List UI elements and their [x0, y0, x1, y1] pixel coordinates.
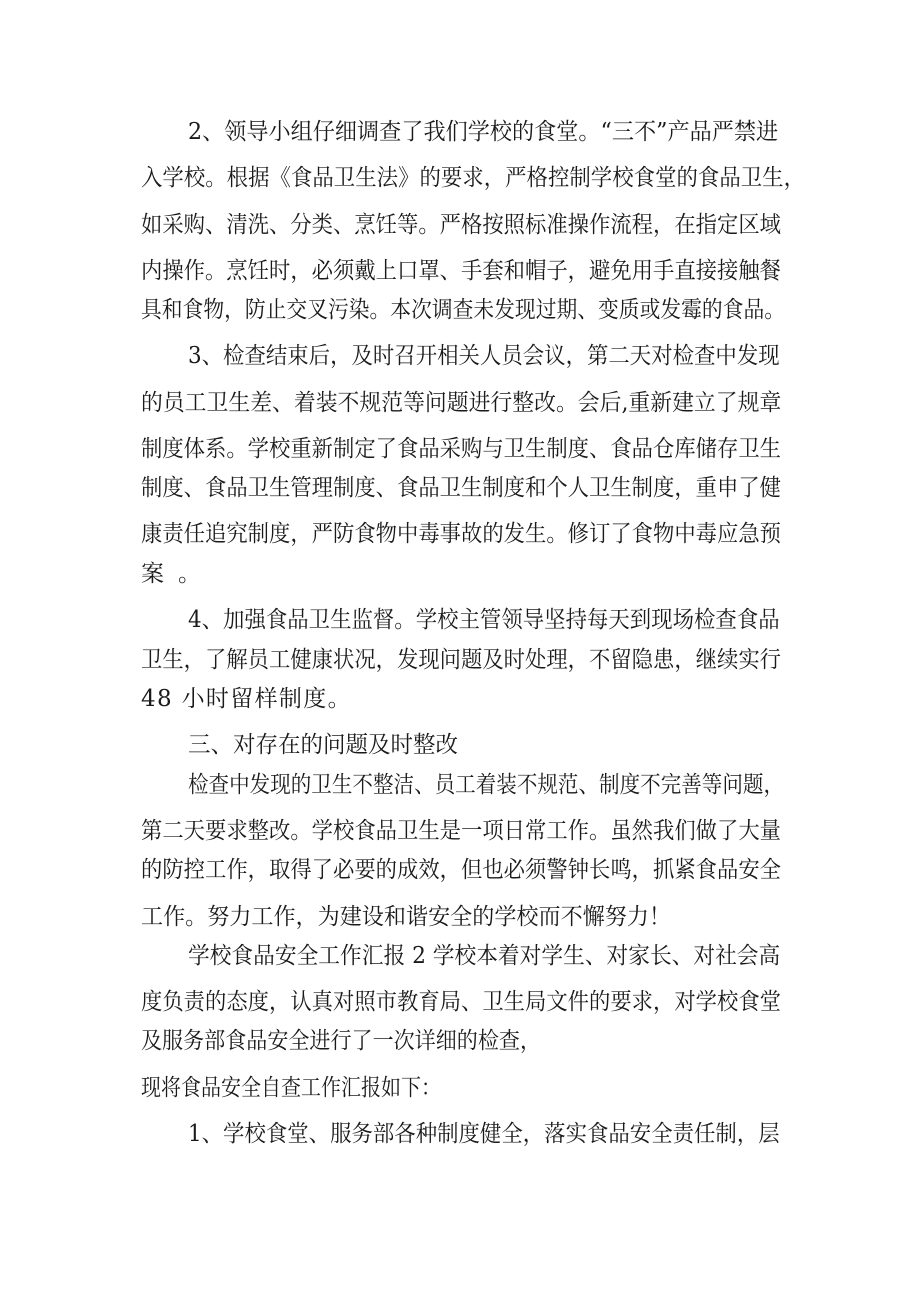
report-2-line-2: 度负责的态度，认真对照市教育局、卫生局文件的要求，对学校食堂	[141, 989, 781, 1015]
paragraph-4-line-3: 48 小时留样制度。	[141, 686, 352, 712]
paragraph-3-line-6: 案。	[141, 561, 215, 587]
paragraph-2-line-1: 2、领导小组仔细调查了我们学校的食堂。“三不”产品严禁进	[188, 119, 779, 145]
paragraph-5-line-4: 工作。努力工作，为建设和谐安全的学校而不懈努力！	[141, 904, 671, 930]
paragraph-3-line-1: 3、检查结束后，及时召开相关人员会议，第二天对检查中发现	[188, 343, 780, 369]
paragraph-2-line-4: 内操作。烹饪时，必须戴上口罩、手套和帽子，避免用手直接接触餐	[141, 258, 781, 284]
report-2-line-1: 学校食品安全工作汇报 2 学校本着对学生、对家长、对社会高	[188, 943, 781, 969]
paragraph-4-line-1: 4、加强食品卫生监督。学校主管领导坚持每天到现场检查食品	[188, 607, 780, 633]
paragraph-3-line-3: 制度体系。学校重新制定了食品采购与卫生制度、食品仓库储存卫生	[141, 436, 781, 462]
report-2-line-4: 现将食品安全自查工作汇报如下：	[141, 1075, 441, 1101]
paragraph-2-line-5: 具和食物，防止交叉污染。本次调查未发现过期、变质或发霉的食品。	[141, 297, 785, 323]
paragraph-4-line-2: 卫生，了解员工健康状况，发现问题及时处理，不留隐患，继续实行	[141, 647, 781, 673]
report-2-item-1-line-1: 1、学校食堂、服务部各种制度健全，落实食品安全责任制，层	[188, 1121, 780, 1147]
paragraph-3-line-2: 的员工卫生差、着装不规范等问题进行整改。会后,重新建立了规章	[141, 390, 782, 416]
paragraph-5-line-2: 第二天要求整改。学校食品卫生是一项日常工作。虽然我们做了大量	[141, 818, 781, 844]
report-2-line-3: 及服务部食品安全进行了一次详细的检查，	[141, 1028, 541, 1054]
paragraph-2-line-3: 如采购、清洗、分类、烹饪等。严格按照标准操作流程，在指定区域	[141, 212, 781, 238]
paragraph-3-line-5: 康责任追究制度，严防食物中毒事故的发生。修订了食物中毒应急预	[141, 521, 781, 547]
section-3-heading: 三、对存在的问题及时整改	[188, 732, 458, 758]
paragraph-5-line-1: 检查中发现的卫生不整洁、员工着装不规范、制度不完善等问题，	[188, 772, 784, 798]
paragraph-3-line-4: 制度、食品卫生管理制度、食品卫生制度和个人卫生制度，重申了健	[141, 475, 781, 501]
paragraph-5-line-3: 的防控工作，取得了必要的成效，但也必须警钟长鸣，抓紧食品安全	[141, 857, 781, 883]
paragraph-2-line-2: 入学校。根据《食品卫生法》的要求，严格控制学校食堂的食品卫生，	[141, 165, 805, 191]
